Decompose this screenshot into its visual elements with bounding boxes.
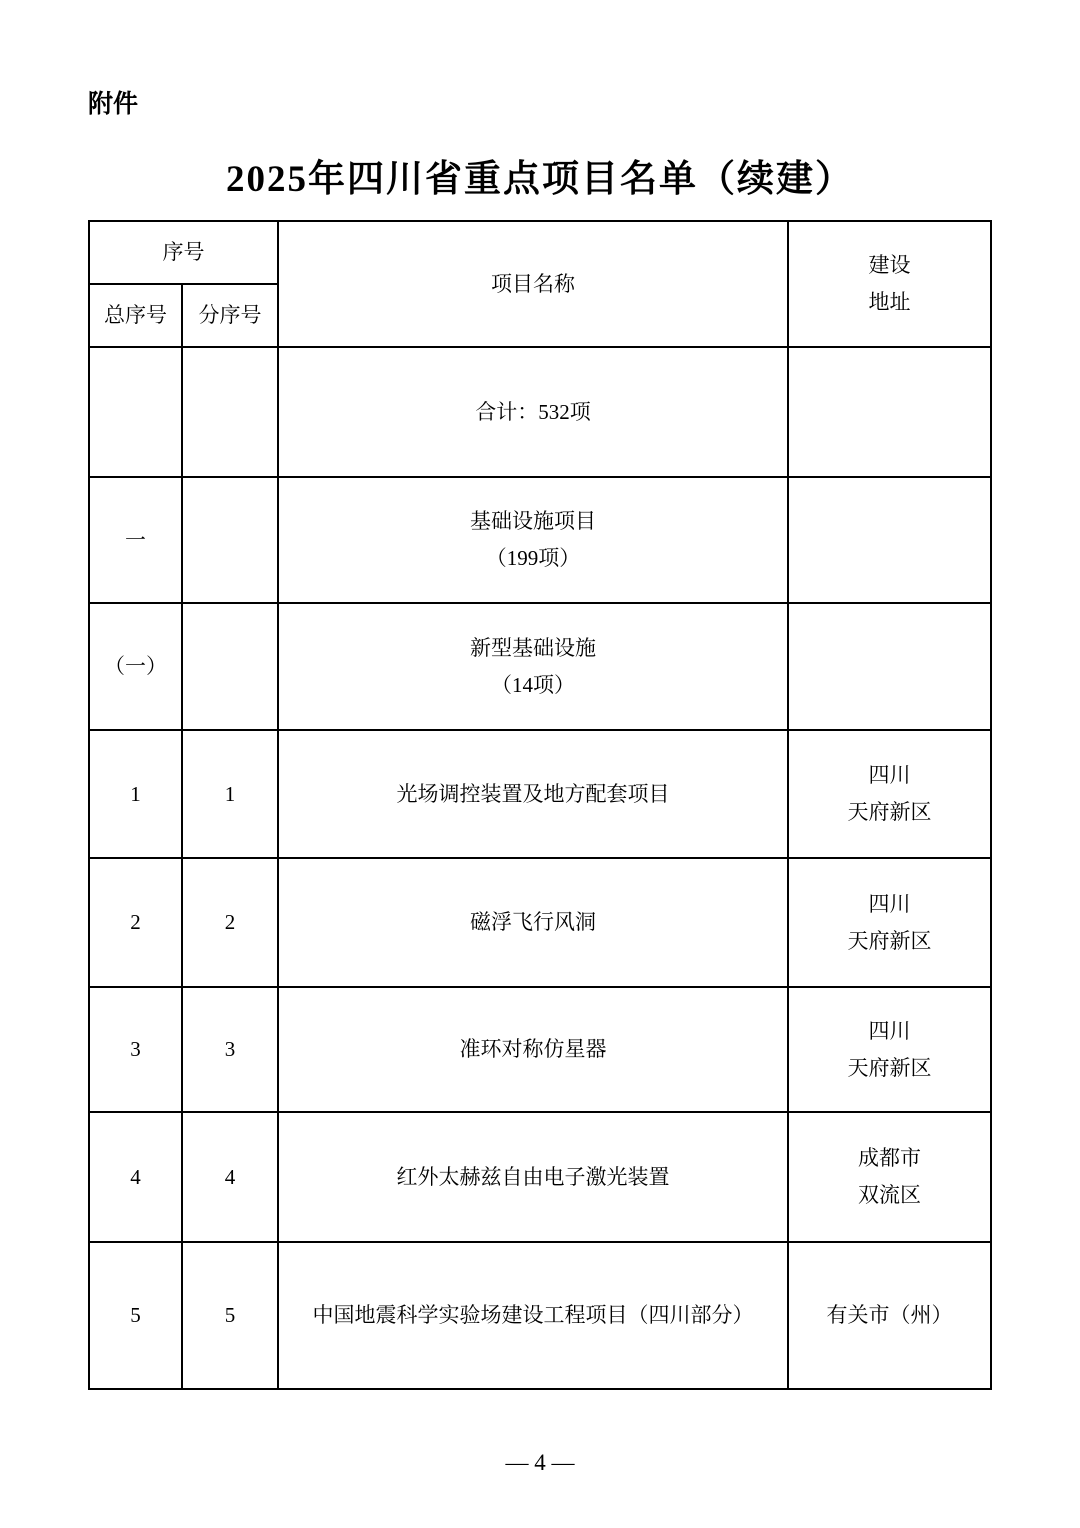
cell-total-serial: 4 (89, 1112, 182, 1242)
table-row (89, 603, 991, 730)
header-row-serial-group (89, 221, 991, 284)
cell-location (788, 603, 991, 730)
header-location: 建设 地址 (788, 221, 991, 347)
header-total-serial: 总序号 (89, 284, 182, 347)
cell-total-serial: （一） (89, 603, 182, 730)
cell-sub-serial: 4 (182, 1112, 278, 1242)
attachment-label: 附件 (88, 90, 139, 118)
cell-project-name: 新型基础设施 （14项） (278, 603, 788, 730)
cell-location (788, 347, 991, 477)
cell-location: 成都市 双流区 (788, 1112, 991, 1242)
header-sub-serial: 分序号 (182, 284, 278, 347)
cell-project-name: 光场调控装置及地方配套项目 (278, 730, 788, 858)
cell-location: 四川 天府新区 (788, 858, 991, 987)
header-serial-group: 序号 (89, 221, 278, 284)
cell-sub-serial: 2 (182, 858, 278, 987)
cell-total-serial: 一 (89, 477, 182, 603)
cell-sub-serial: 1 (182, 730, 278, 858)
cell-location: 有关市（州） (788, 1242, 991, 1389)
cell-location (788, 477, 991, 603)
table-row (89, 347, 991, 477)
cell-project-name: 合计：532项 (278, 347, 788, 477)
table-row (89, 730, 991, 858)
table-row (89, 987, 991, 1112)
cell-project-name: 中国地震科学实验场建设工程项目（四川部分） (278, 1242, 788, 1389)
cell-sub-serial: 3 (182, 987, 278, 1112)
cell-location: 四川 天府新区 (788, 987, 991, 1112)
table-row (89, 1242, 991, 1389)
page-number: — 4 — (505, 1450, 575, 1475)
cell-total-serial: 5 (89, 1242, 182, 1389)
cell-sub-serial (182, 477, 278, 603)
table-row (89, 1112, 991, 1242)
cell-sub-serial: 5 (182, 1242, 278, 1389)
projects-table (88, 220, 992, 1390)
cell-total-serial (89, 347, 182, 477)
cell-project-name: 红外太赫兹自由电子激光装置 (278, 1112, 788, 1242)
cell-sub-serial (182, 603, 278, 730)
cell-total-serial: 2 (89, 858, 182, 987)
cell-sub-serial (182, 347, 278, 477)
cell-project-name: 磁浮飞行风洞 (278, 858, 788, 987)
page-title: 2025年四川省重点项目名单（续建） (226, 159, 854, 200)
table-row (89, 477, 991, 603)
cell-total-serial: 3 (89, 987, 182, 1112)
table-row (89, 858, 991, 987)
cell-total-serial: 1 (89, 730, 182, 858)
header-project-name: 项目名称 (278, 221, 788, 347)
cell-location: 四川 天府新区 (788, 730, 991, 858)
cell-project-name: 基础设施项目 （199项） (278, 477, 788, 603)
cell-project-name: 准环对称仿星器 (278, 987, 788, 1112)
